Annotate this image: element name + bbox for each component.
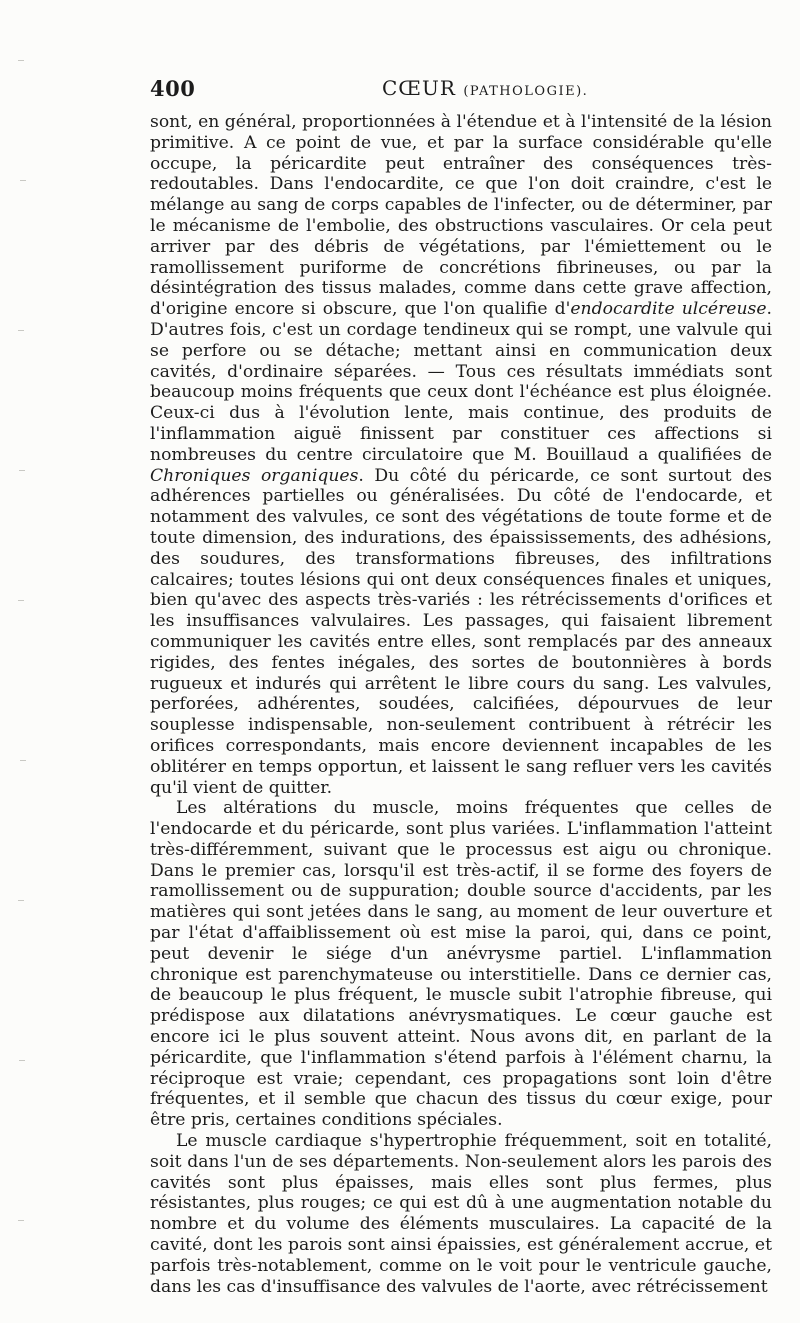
running-title xyxy=(382,76,588,100)
page-number: 400 xyxy=(150,76,196,101)
paragraph-1 xyxy=(150,112,772,798)
scan-margin-mark xyxy=(19,1060,25,1061)
scan-margin-mark xyxy=(18,330,24,331)
body-text xyxy=(150,112,772,1297)
scan-margin-mark xyxy=(18,1220,24,1221)
italic-term-endocardite-ulcereuse: endocardite ulcéreuse xyxy=(570,299,767,320)
page-header xyxy=(150,76,772,106)
paragraph-1-text-c: . Du côté du péricarde, ce sont surtout des adhérences partielles ou généralisées. Du côté de l'endocarde, et notamment des valvules, ce sont des végétations de toute forme et de toute dimension, des indurations, des épaississements, des adhésions, des soudures, des transformations fibreuses, des infiltrations calcaires; toutes lésions qui ont deux conséquences finales et uniques, bien qu'avec des aspects très-variés : les rétrécissements d'orifices et les insuffisances valvulaires. Les passages, qui faisaient librement communiquer les cavités entre elles, sont remplacés par des anneaux rigides, des fentes inégales, des sortes de boutonnières à bords rugueux et indurés qui arrêtent le libre cours du sang. Les valvules, perforées, adhérentes, soudées, calcifiées, dépourvues de leur souplesse indispensable, non-seulement contribuent à rétrécir les orifices correspondants, mais encore deviennent incapables de les oblitérer en temps opportun, et laissent le sang refluer vers les cavités qu'il vient de quitter. xyxy=(150,465,773,798)
paragraph-1-text-b: . D'autres fois, c'est un cordage tendineux qui se rompt, une valvule qui se perfore ou se détache; mettant ainsi en communication deux cavités, d'ordinaire séparées. — Tous ces résultats immédiats sont beaucoup moins fréquents que ceux dont l'échéance est plus éloignée. Ceux-ci dus à l'évolution lente, mais continue, des produits de l'inflammation aiguë finissent par constituer ces affections si nombreuses du centre circulatoire que M. Bouillaud a qualifiées de xyxy=(150,299,772,465)
scan-margin-mark xyxy=(19,470,25,471)
paragraph-1-text-a: sont, en général, proportionnées à l'étendue et à l'intensité de la lésion primitive. A ce point de vue, et par la surface considérable qu'elle occupe, la péricardite peut entraîner des conséquences très-redoutables. Dans l'endocardite, ce que l'on doit craindre, c'est le mélange au sang de corps capables de l'infecter, ou de déterminer, par le mécanisme de l'embolie, des obstructions vasculaires. Or cela peut arriver par des débris de végétations, par l'émiettement ou le ramollissement puriforme de concrétions fibrineuses, ou par la désintégration des tissus malades, comme dans cette grave affection, d'origine encore si obscure, que l'on qualifie d' xyxy=(150,112,772,320)
running-title-sub: (PATHOLOGIE). xyxy=(463,84,589,99)
scan-margin-mark xyxy=(18,900,24,901)
running-title-main: CŒUR xyxy=(382,76,456,100)
scan-margin-mark xyxy=(18,600,24,601)
scan-margin-mark xyxy=(18,60,24,61)
paragraph-2: Les altérations du muscle, moins fréquentes que celles de l'endocarde et du péricarde, sont plus variées. L'inflammation l'atteint très-différemment, suivant que le processus est aigu ou chronique. Dans le premier cas, lorsqu'il est très-actif, il se forme des foyers de ramollissement ou de suppuration; double source d'accidents, par les matières qui sont jetées dans le sang, au moment de leur ouverture et par l'état d'affaiblissement où est mise la paroi, qui, dans ce point, peut devenir le siége d'un anévrysme partiel. L'inflammation chronique est parenchymateuse ou interstitielle. Dans ce dernier cas, de beaucoup le plus fréquent, le muscle subit l'atrophie fibreuse, qui prédispose aux dilatations anévrysmatiques. Le cœur gauche est encore ici le plus souvent atteint. Nous avons dit, en parlant de la péricardite, que l'inflammation s'étend parfois à l'élément charnu, la réciproque est vraie; cependant, ces propagations sont loin d'être fréquentes, et il semble que chacun des tissus du cœur exige, pour être pris, certaines conditions spéciales. xyxy=(150,798,772,1131)
scan-margin-mark xyxy=(20,180,26,181)
paragraph-3: Le muscle cardiaque s'hypertrophie fréquemment, soit en totalité, soit dans l'un de ses départements. Non-seulement alors les parois des cavités sont plus épaisses, mais elles sont plus fermes, plus résistantes, plus rouges; ce qui est dû à une augmentation notable du nombre et du volume des éléments musculaires. La capacité de la cavité, dont les parois sont ainsi épaissies, est généralement accrue, et parfois très-notablement, comme on le voit pour le ventricule gauche, dans les cas d'insuffisance des valvules de l'aorte, avec rétrécissement xyxy=(150,1131,772,1297)
scan-margin-mark xyxy=(20,760,26,761)
italic-term-chroniques-organiques: Chroniques organiques xyxy=(150,465,359,486)
